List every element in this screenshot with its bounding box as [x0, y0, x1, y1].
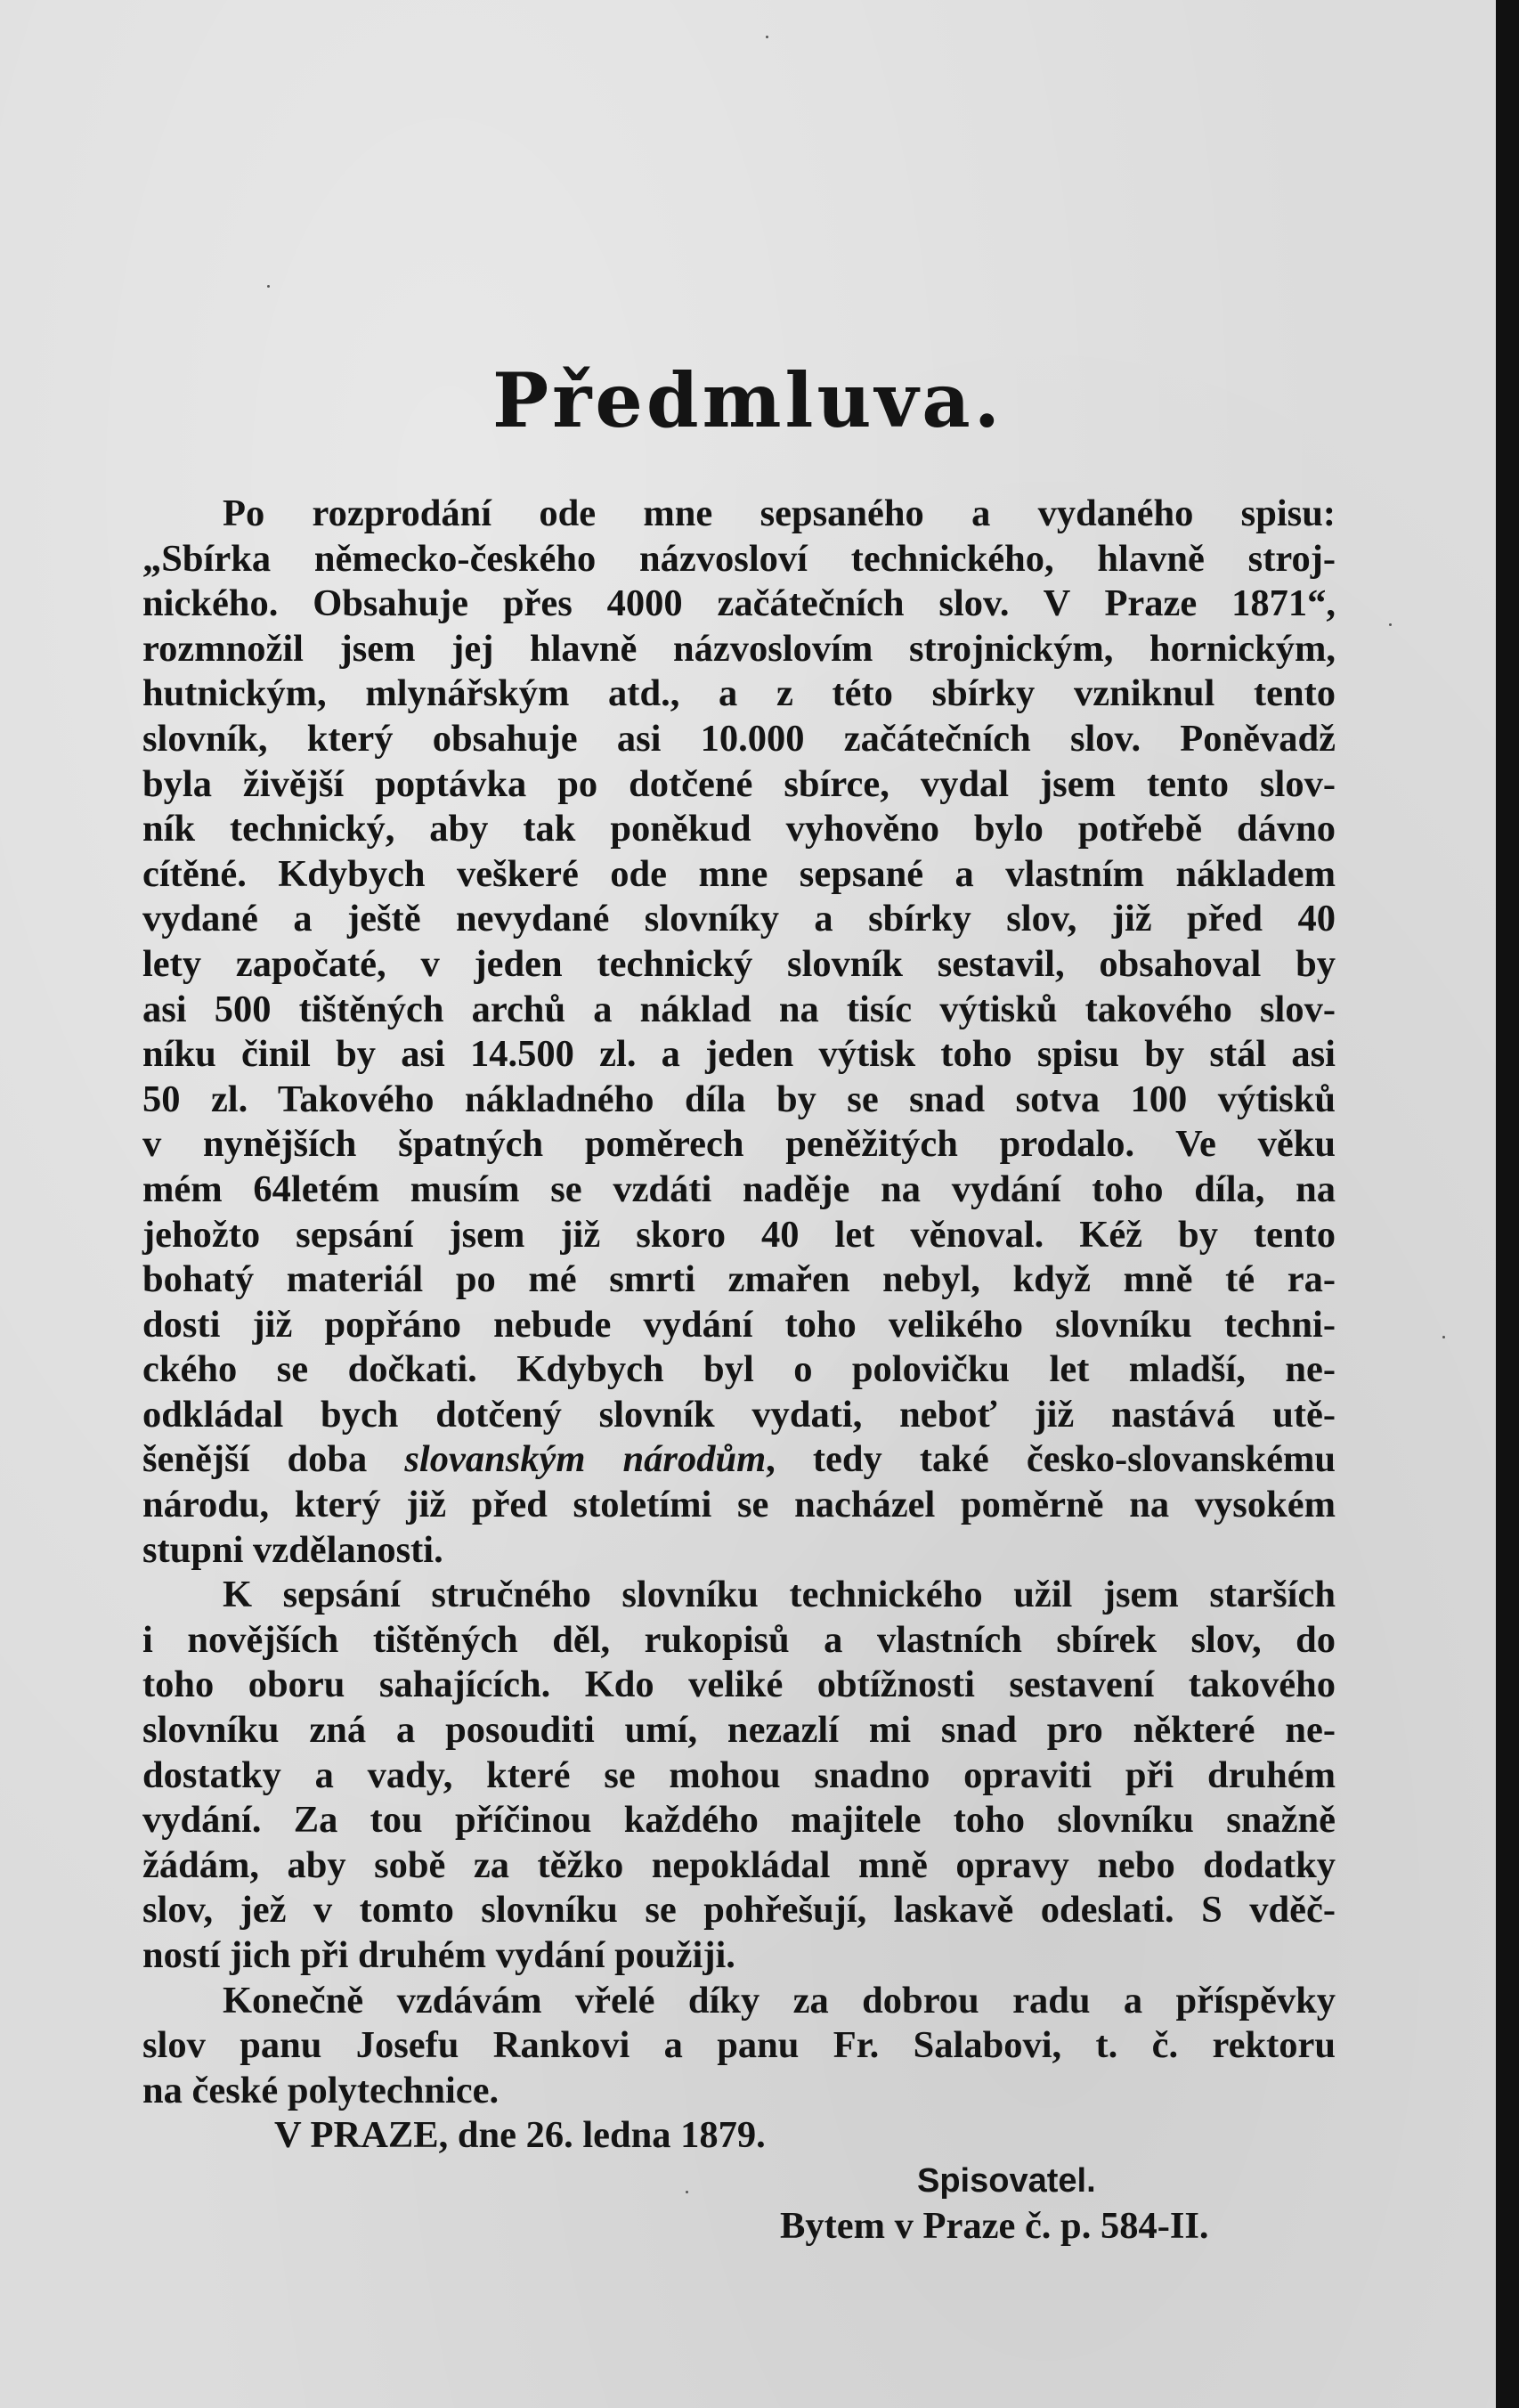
- scan-edge: [1496, 0, 1519, 2408]
- signer: Spisovatel.: [917, 2161, 1096, 2200]
- text-line: níku činil by asi 14.500 zl. a jeden výtisk toho spisu by stál asi: [142, 1033, 1336, 1076]
- text-line: toho oboru sahajících. Kdo veliké obtížnosti sestavení takového: [142, 1664, 1336, 1706]
- text-line: Po rozprodání ode mne sepsaného a vydaného spisu:: [223, 492, 1336, 534]
- text-line: „Sbírka německo-českého názvosloví technického, hlavně stroj-: [142, 537, 1336, 580]
- text-line: slovníku zná a posouditi umí, nezazlí mi snad pro některé ne-: [142, 1709, 1336, 1752]
- text-line: hutnickým, mlynářským atd., a z této sbírky vzniknul tento: [142, 672, 1336, 715]
- text-line: národu, který již před stoletími se nacházel poměrně na vysokém: [142, 1484, 1336, 1526]
- ink-speck: [766, 36, 768, 38]
- text-line: lety započaté, v jeden technický slovník sestavil, obsahoval by: [142, 942, 1336, 985]
- text-fragment: , tedy také česko-slovanskému: [766, 1438, 1336, 1481]
- text-fragment: šenější doba: [142, 1438, 405, 1481]
- text-line: jehožto sepsání jsem již skoro 40 let věnoval. Kéž by tento: [142, 1213, 1336, 1256]
- text-line: ckého se dočkati. Kdybych byl o polovičku let mladší, ne-: [142, 1348, 1336, 1391]
- date-line: V PRAZE, dne 26. ledna 1879.: [274, 2114, 766, 2157]
- text-line: slov panu Josefu Rankovi a panu Fr. Salabovi, t. č. rektoru: [142, 2024, 1336, 2067]
- ink-speck: [267, 285, 270, 288]
- text-line: mém 64letém musím se vzdáti naděje na vydání toho díla, na: [142, 1167, 1336, 1210]
- text-line: žádám, aby sobě za těžko nepokládal mně opravy nebo dodatky: [142, 1843, 1336, 1886]
- text-line: vydané a ještě nevydané slovníky a sbírky slov, již před 40: [142, 898, 1336, 940]
- text-line: ností jich při druhém vydání použiji.: [142, 1934, 735, 1976]
- text-line: byla živější poptávka po dotčené sbírce, vydal jsem tento slov-: [142, 762, 1336, 805]
- text-line: odkládal bych dotčený slovník vydati, neboť již nastává utě-: [142, 1393, 1336, 1436]
- text-line: dostatky a vady, které se mohou snadno opraviti při druhém: [142, 1753, 1336, 1796]
- text-line: K sepsání stručného slovníku technického užil jsem starších: [223, 1574, 1336, 1616]
- preface-body: [142, 492, 1336, 2249]
- address: Bytem v Praze č. p. 584-II.: [780, 2204, 1209, 2247]
- text-line: na české polytechnice.: [142, 2069, 500, 2111]
- page-title: Předmluva.: [492, 356, 1003, 444]
- ink-speck: [1442, 1336, 1445, 1338]
- text-line: vydání. Za tou příčinou každého majitele toho slovníku snažně: [142, 1799, 1336, 1842]
- text-line: 50 zl. Takového nákladného díla by se snad sotva 100 výtisků: [142, 1078, 1336, 1120]
- text-line: bohatý materiál po mé smrti zmařen nebyl, když mně té ra-: [142, 1258, 1336, 1301]
- text-line: dosti již popřáno nebude vydání toho velikého slovníku techni-: [142, 1303, 1336, 1346]
- text-line: slovník, který obsahuje asi 10.000 začátečních slov. Poněvadž: [142, 717, 1336, 760]
- text-line: rozmnožil jsem jej hlavně názvoslovím strojnickým, hornickým,: [142, 627, 1336, 670]
- text-line: nického. Obsahuje přes 4000 začátečních slov. V Praze 1871“,: [142, 582, 1336, 625]
- text-line-with-italic: [142, 1437, 1336, 1483]
- ink-speck: [1389, 623, 1392, 626]
- text-line: stupni vzdělanosti.: [142, 1528, 443, 1571]
- text-line: Konečně vzdávám vřelé díky za dobrou radu a příspěvky: [223, 1979, 1336, 2022]
- text-line: slov, jež v tomto slovníku se pohřešují, laskavě odeslati. S vděč-: [142, 1889, 1336, 1932]
- text-line: v nynějších špatných poměrech peněžitých prodalo. Ve věku: [142, 1123, 1336, 1166]
- text-line: ník technický, aby tak poněkud vyhověno bylo potřebě dávno: [142, 808, 1336, 850]
- text-line: i novějších tištěných děl, rukopisů a vlastních sbírek slov, do: [142, 1618, 1336, 1661]
- text-line: asi 500 tištěných archů a náklad na tisíc výtisků takového slov-: [142, 988, 1336, 1030]
- text-line: cítěné. Kdybych veškeré ode mne sepsané a vlastním nákladem: [142, 852, 1336, 895]
- italic-phrase: slovanským národům: [404, 1438, 767, 1481]
